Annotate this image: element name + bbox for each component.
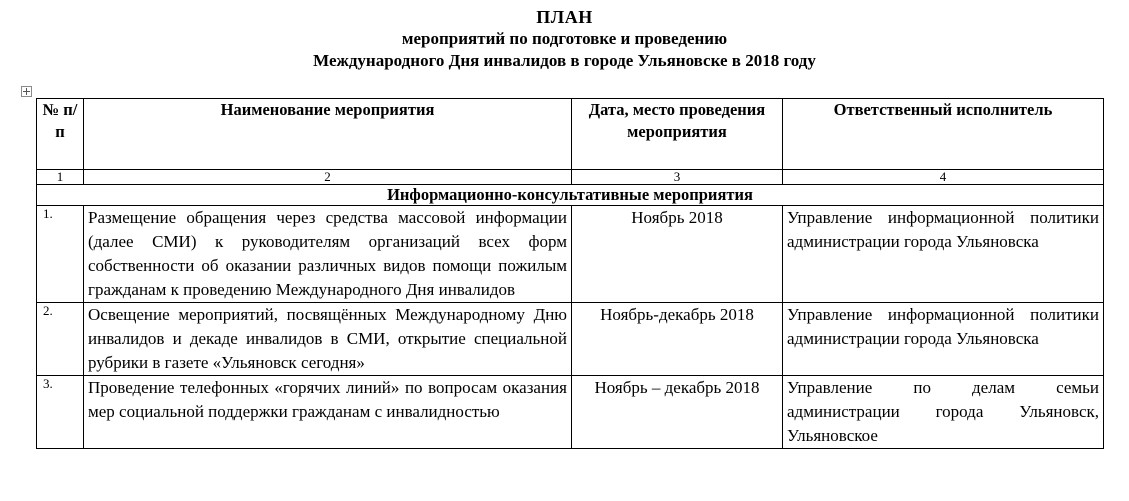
section-title: Информационно-консультативные мероприятия [37, 185, 1104, 206]
header-name: Наименование мероприятия [84, 99, 572, 170]
column-number: 4 [783, 170, 1104, 185]
header-date: Дата, место проведения мероприятия [572, 99, 783, 170]
row-responsible: Управление информационной политики администрации города Ульяновска [783, 206, 1104, 303]
document-subtitle-line1: мероприятий по подготовке и проведению [401, 29, 728, 48]
table-row [37, 303, 1104, 376]
row-name: Освещение мероприятий, посвящённых Международному Дню инвалидов и декаде инвалидов в СМИ, открытие специальной рубрики в газете «Ульяновск сегодня» [84, 303, 572, 376]
document-header [0, 6, 1129, 72]
row-name: Проведение телефонных «горячих линий» по вопросам оказания мер социальной поддержки гражданам с инвалидностью [84, 376, 572, 449]
table-row [37, 376, 1104, 449]
section-row [37, 185, 1104, 206]
document-subtitle-line2: Международного Дня инвалидов в городе Ульяновске в 2018 году [313, 51, 816, 70]
row-responsible: Управление по делам семьи администрации города Ульяновск, Ульяновское [783, 376, 1104, 449]
row-date: Ноябрь – декабрь 2018 [572, 376, 783, 449]
row-num: 3. [37, 376, 84, 449]
row-name: Размещение обращения через средства массовой информации (далее СМИ) к руководителям организаций всех форм собственности об оказании различных видов помощи пожилым гражданам к проведению Международного Дня инвалидов [84, 206, 572, 303]
header-num: № п/п [37, 99, 84, 170]
column-number: 1 [37, 170, 84, 185]
column-number: 2 [84, 170, 572, 185]
row-date: Ноябрь-декабрь 2018 [572, 303, 783, 376]
column-number-row [37, 170, 1104, 185]
table-row [37, 206, 1104, 303]
row-num: 1. [37, 206, 84, 303]
row-date: Ноябрь 2018 [572, 206, 783, 303]
column-number: 3 [572, 170, 783, 185]
header-responsible: Ответственный исполнитель [783, 99, 1104, 170]
plan-table [36, 98, 1104, 449]
row-num: 2. [37, 303, 84, 376]
table-header-row [37, 99, 1104, 170]
table-move-handle-icon[interactable] [21, 86, 32, 97]
document-title: ПЛАН [536, 7, 593, 27]
row-responsible: Управление информационной политики администрации города Ульяновска [783, 303, 1104, 376]
